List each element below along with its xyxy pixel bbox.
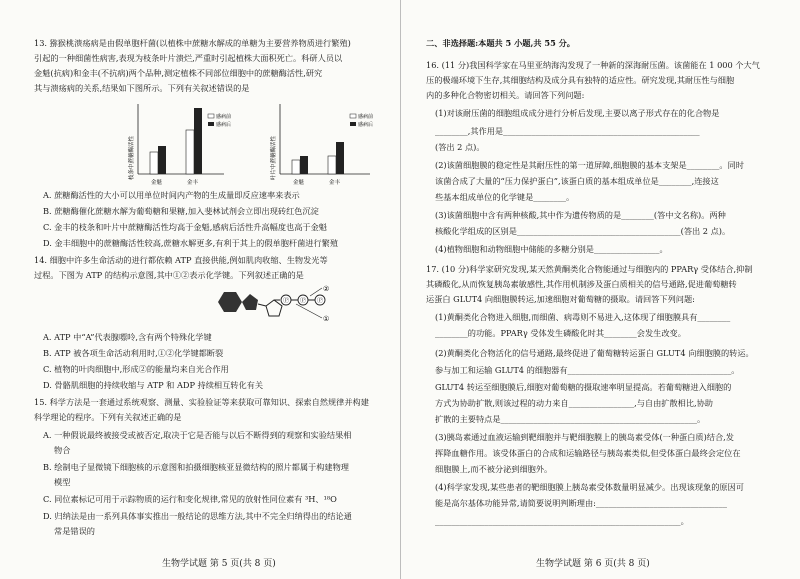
branch-enzyme-chart [124, 100, 234, 188]
bond-2-label: ② [323, 285, 330, 293]
legend-swatch-before [350, 114, 356, 118]
q16-line: 16. (11 分)我国科学家在马里亚纳海沟发现了一种新的深海耐压菌。该菌能在 1 000 个大气 [426, 60, 760, 70]
q14-option-b: B. ATP 被各项生命活动利用时,①②化学键都断裂 [43, 348, 224, 358]
legend-swatch-after [350, 122, 356, 126]
legend-swatch-before [208, 114, 214, 118]
q16-line: ________,其作用是________________________________________________ [435, 126, 700, 136]
adenine-ring [218, 292, 242, 312]
q13-option-b: B. 蔗糖酶催化蔗糖水解为葡萄糖和果糖,加入斐林试剂会立即出现砖红色沉淀 [43, 206, 319, 216]
section-title: 二、非选择题:本题共 5 小题,共 55 分。 [426, 38, 575, 48]
q17-line: 其磷酸化,从而恢复胰岛素敏感性,其作用机制涉及蛋白质相关的信号通路,促进葡萄糖转 [426, 279, 737, 289]
q17-line: (4)科学家发现,某些患者的靶细胞膜上胰岛素受体数量明显减少。出现该现象的原因可 [435, 482, 744, 492]
ribose-pentagon [266, 300, 282, 316]
left-page-footer: 生物学试题 第 5 页(共 8 页) [162, 559, 276, 569]
q16-line: 些基本组成单位的化学键是________。 [435, 192, 575, 202]
q17-line: GLUT4 转运至细胞膜后,细胞对葡萄糖的摄取速率明显提高。若葡萄糖进入细胞的 [435, 382, 732, 392]
q15-stem-line: 15. 科学方法是一套通过系统观察、测量、实验验证等来获取可靠知识、探索自然规律并构建 [34, 397, 369, 407]
q13-stem-line: 其与溃疡病的关系,结果如下图所示。下列有关叙述错误的是 [34, 83, 250, 93]
q14-stem-line: 14. 细胞中许多生命活动的进行都依赖 ATP 直接供能,例如肌肉收缩、生物发光等 [34, 255, 328, 265]
q14-option-c: C. 植物的叶肉细胞中,形成②的能量均来自光合作用 [43, 364, 229, 374]
q17-line: ____________________________________________________________。 [435, 516, 689, 526]
q16-line: (2)该菌细胞膜的稳定性是其耐压性的第一道屏障,细胞膜的基本支架是________。同时 [435, 160, 744, 170]
leaf-enzyme-chart [266, 100, 378, 188]
right-page-footer: 生物学试题 第 6 页(共 8 页) [536, 559, 650, 569]
chart1-bar [158, 146, 166, 174]
q15-option-c: C. 同位素标记可用于示踪物质的运行和变化规律,常见的放射性同位素有 ³H、¹⁸O [43, 494, 337, 504]
chart2-bar [292, 160, 300, 174]
chart1-bar [150, 152, 158, 174]
q17-line: 运蛋白 GLUT4 向细胞膜转运,加速细胞对葡萄糖的摄取。请回答下列问题: [426, 294, 695, 304]
q15-option-d-cont: 常是错误的 [54, 526, 95, 536]
q16-line: 该菌合成了大量的“压力保护蛋白”,该蛋白质的基本组成单位是________,连接这 [435, 176, 719, 186]
q17-line: 细胞膜上,而不被分泌到细胞外。 [435, 464, 553, 474]
chart2-legend: 感病后 [358, 122, 374, 128]
q15-option-b-cont: 模型 [54, 477, 71, 487]
p-label: Ⓟ [300, 297, 307, 305]
q14-stem-line: 过程。下图为 ATP 的结构示意图,其中①②表示化学键。下列叙述正确的是 [34, 270, 304, 280]
q15-option-b: B. 绘制电子显微镜下细胞核的示意图和拍摄细胞核亚显微结构的照片都属于构建物理 [43, 462, 349, 472]
adenine-ring2 [242, 294, 258, 310]
q17-line: (1)黄酮类化合物进入细胞,而细菌、病毒则不易进入,这体现了细胞膜具有________ [435, 312, 731, 322]
p-label: Ⓟ [317, 297, 324, 305]
q13-option-c: C. 金丰的枝条和叶片中蔗糖酶活性均高于金魁,感病后活性升高幅度也高于金魁 [43, 222, 327, 232]
chart2-ylabel: 叶片中蔗糖酶活性 [271, 135, 277, 180]
q14-option-d: D. 骨骼肌细胞的持续收缩与 ATP 和 ADP 持续相互转化有关 [43, 380, 264, 390]
q13-option-d: D. 金丰细胞中的蔗糖酶活性较高,蔗糖水解更多,有利于其上的假单胞杆菌进行繁殖 [43, 238, 339, 248]
q17-line: (3)胰岛素通过血液运输到靶细胞并与靶细胞膜上的胰岛素受体(一种蛋白质)结合,发 [435, 432, 734, 442]
q13-stem-line: 金魁(抗病)和金丰(不抗病)两个品种,测定植株不同部位细胞中的蔗糖酶活性,研究 [34, 68, 323, 78]
chart2-bar [300, 156, 308, 174]
q17-line: 参与加工和运输 GLUT4 的细胞器有________________________________________。 [435, 365, 740, 375]
right-page [426, 0, 786, 579]
atp-structure-diagram [210, 284, 350, 330]
q17-line: 扩散的主要特点是________________________________________________。 [435, 414, 706, 424]
chart1-legend: 感病前 [216, 114, 232, 120]
q13-stem-line: 引起的一种细菌性病害,表现为枝条叶片溃烂,严重时引起植株大面积死亡。科研人员以 [34, 53, 343, 63]
q16-line: 压的极端环境下生存,其细胞结构及成分具有独特的适应性。研究发现,其耐压性与细胞 [426, 75, 735, 85]
glyco-bond [258, 304, 266, 306]
chart1-cat: 金丰 [187, 180, 199, 186]
legend-swatch-after [208, 122, 214, 126]
q16-line: 核酸化学组成的区别是________________________________________(答出 2 点)。 [435, 226, 731, 236]
chart2-cat: 金丰 [329, 180, 341, 186]
q15-stem-line: 科学理论的程序。下列有关叙述正确的是 [34, 412, 182, 422]
q17-line: (2)黄酮类化合物活化的信号通路,最终促进了葡萄糖转运蛋白 GLUT4 向细胞膜的转运。 [435, 348, 754, 358]
q17-line: 17. (10 分)科学家研究发现,某天然黄酮类化合物能通过与细胞内的 PPARγ 受体结合,抑制 [426, 264, 753, 274]
chart2-legend: 感病前 [358, 114, 374, 120]
left-page [34, 0, 394, 579]
q15-option-a-cont: 物合 [54, 445, 71, 455]
q17-line: ________的功能。PPARγ 受体发生磷酸化时其________会发生改变。 [435, 328, 686, 338]
p-label: Ⓟ [283, 297, 290, 305]
bond-1-label: ① [323, 315, 330, 323]
chart2-cat: 金魁 [293, 180, 305, 186]
chart1-bar [186, 130, 194, 174]
q16-line: (3)该菌细胞中含有两种核酸,其中作为遗传物质的是________(答中文名称)。两种 [435, 210, 726, 220]
chart1-legend: 感病后 [216, 122, 232, 128]
q15-option-a: A. 一种假说最终被接受或被否定,取决于它是否能与以后不断得到的观察和实验结果相 [43, 430, 352, 440]
chart2-bar [336, 142, 344, 174]
q16-line: (答出 2 点)。 [435, 142, 485, 152]
page-divider [400, 0, 401, 579]
q16-line: 内的多种化合物密切相关。请回答下列问题: [426, 90, 585, 100]
q17-line: 方式为协助扩散,则该过程的动力来自________________,与自由扩散相比,协助 [435, 398, 713, 408]
q14-option-a: A. ATP 中“A”代表腺嘌呤,含有两个特殊化学键 [43, 332, 212, 342]
q13-stem-line: 13. 猕猴桃溃疡病是由假单胞杆菌(以植株中蔗糖水解成的单糖为主要营养物质进行繁殖) [34, 38, 351, 48]
chart1-ylabel: 枝条中蔗糖酶活性 [129, 135, 135, 180]
chart1-bar [194, 108, 202, 174]
q17-line: 挥降血糖作用。该受体蛋白的合成和运输路径与胰岛素类似,但受体蛋白最终会定位在 [435, 448, 741, 458]
q16-line: (1)对该耐压菌的细胞组成成分进行分析后发现,主要以离子形式存在的化合物是 [435, 108, 720, 118]
pointer [296, 304, 322, 318]
q17-line: 能是高尔基体功能异常,请简要说明判断理由:________________________________ [435, 498, 727, 508]
q16-line: (4)植物细胞和动物细胞中储能的多糖分别是________________。 [435, 244, 668, 254]
chart1-cat: 金魁 [151, 180, 163, 186]
q15-option-d: D. 归纳法是由一系列具体事实推出一般结论的思维方法,其中不完全归纳得出的结论通 [43, 511, 352, 521]
chart2-bar [328, 156, 336, 174]
q13-option-a: A. 蔗糖酶活性的大小可以用单位时间内产物的生成量即反应速率来表示 [43, 190, 300, 200]
